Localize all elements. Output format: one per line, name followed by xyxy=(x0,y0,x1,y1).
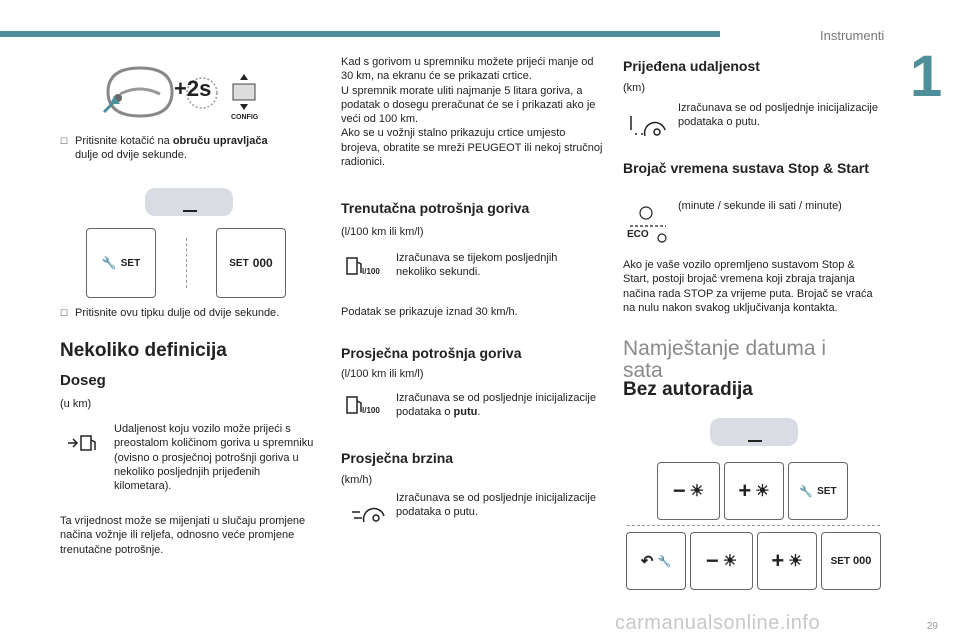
chapter-number: 1 xyxy=(910,44,943,109)
l100-label-2: l/100 xyxy=(362,406,380,415)
avg-speed-desc: Izračunava se od posljednje inicijalizacije podataka o putu. xyxy=(396,492,596,519)
distance-desc: Izračunava se od posljednje inicijalizacije podataka o putu. xyxy=(678,102,878,129)
minus-icon-2: − xyxy=(705,548,719,573)
set-000-button[interactable] xyxy=(216,228,286,298)
set-label-3: SET xyxy=(817,485,837,497)
plus-brightness-button-2[interactable] xyxy=(757,532,817,590)
brightness-icon-2: ☀ xyxy=(755,483,770,500)
display-screen xyxy=(145,188,233,216)
brightness-icon: ☀ xyxy=(689,483,705,500)
divider-2 xyxy=(627,525,880,526)
divider xyxy=(186,238,187,288)
range-intro: Kad s gorivom u spremniku možete prijeći manje od 30 km, na ekranu će se prikazati crtice. U spremnik morate uliti najmanje 5 litara goriva, a podatak o dosegu preračunat će se i prikazati ako je veći od 100 km. Ako se u vožnji stalno prikazuju crtice umjesto brojeva, obratite se mreži PEUGEOT ili nekoj stručnoj radionici. xyxy=(341,56,603,169)
eco-label: ECO xyxy=(627,229,649,240)
current-consumption-note: Podatak se prikazuje iznad 30 km/h. xyxy=(341,306,518,318)
fuel-pump-icon xyxy=(344,255,364,277)
stopstart-unit: (minute / sekunde ili sati / minute) xyxy=(678,200,842,212)
avg-consumption-title: Prosječna potrošnja goriva xyxy=(341,345,522,361)
step2-text: ☐ Pritisnite ovu tipku dulje od dvije sekunde. xyxy=(60,306,335,320)
current-consumption-unit: (l/100 km ili km/l) xyxy=(341,226,424,238)
header-bar xyxy=(0,31,720,37)
set-wrench-button-2[interactable] xyxy=(788,462,848,520)
stopstart-desc: Ako je vaše vozilo opremljeno sustavom Stop & Start, postoji brojač vremena koji zbraja trajanja načina rada STOP za vrijeme puta. Brojač se vraća na nulu nakon svakog uključivanja kontakta. xyxy=(623,259,873,314)
plus-icon: + xyxy=(738,478,752,503)
minus-brightness-button[interactable] xyxy=(657,462,720,520)
avg-speed-unit: (km/h) xyxy=(341,474,373,486)
doseg-unit: (u km) xyxy=(60,398,92,410)
speedometer-icon xyxy=(350,502,390,526)
section-title: Instrumenti xyxy=(820,28,885,43)
current-consumption-title: Trenutačna potrošnja goriva xyxy=(341,200,530,216)
distance-title: Prijeđena udaljenost xyxy=(623,58,760,74)
wrench-icon: 🔧 xyxy=(101,256,117,270)
brightness-icon-3: ☀ xyxy=(722,553,738,570)
definitions-title: Nekoliko definicija xyxy=(60,340,227,361)
step1-text-pre: Pritisnite kotačić na xyxy=(75,135,173,147)
current-consumption-desc: Izračunava se tijekom posljednjih nekoliko sekundi. xyxy=(396,252,558,279)
doseg-desc: Udaljenost koju vozilo može prijeći s preostalom količinom goriva u spremniku (ovisno o prosječnoj potrošnji goriva u nekoliko posljednjih prijeđenih kilometara). xyxy=(114,423,314,493)
distance-unit: (km) xyxy=(623,82,645,94)
doseg-note: Ta vrijednost može se mijenjati u slučaju promjene načina vožnje ili reljefa, odnosno veće promjene trenutačne potrošnje. xyxy=(60,515,306,556)
fuel-pump-icon-2 xyxy=(344,394,364,416)
set-wrench-button[interactable] xyxy=(86,228,156,298)
no-radio-title: Bez autoradija xyxy=(623,379,753,400)
l100-label: l/100 xyxy=(362,267,380,276)
range-icon xyxy=(66,432,98,454)
step1-text xyxy=(60,134,325,163)
step1-text-post: dulje od dvije sekunde. xyxy=(75,149,187,162)
minus-icon: − xyxy=(672,478,686,503)
brightness-icon-4: ☀ xyxy=(788,553,803,570)
watermark: carmanualsonline.info xyxy=(615,612,821,634)
wrench-icon-3: 🔧 xyxy=(657,555,672,568)
config-label: CONFIG xyxy=(231,114,259,121)
badge-2s: +2s xyxy=(174,76,212,101)
distance-icon xyxy=(627,112,669,140)
back-arrow-icon: ↶ xyxy=(640,553,654,570)
set-value-2: 000 xyxy=(853,555,872,567)
avg-consumption-unit: (l/100 km ili km/l) xyxy=(341,368,424,380)
avg-desc-pre: Izračunava se od posljednje inicijalizacije podataka o xyxy=(396,392,596,419)
display-screen-2 xyxy=(710,418,798,446)
step1-text-bold: obruču upravljača xyxy=(172,135,268,147)
avg-speed-title: Prosječna brzina xyxy=(341,450,454,466)
plus-icon-2: + xyxy=(771,548,785,573)
date-time-title: Namještanje datuma i sata xyxy=(623,337,827,382)
set-value: 000 xyxy=(252,256,273,270)
avg-desc-post: . xyxy=(477,406,481,419)
page-number: 29 xyxy=(926,621,938,632)
avg-desc-bold: putu xyxy=(453,406,478,419)
set-000-button-2[interactable] xyxy=(821,532,881,590)
set-label: SET xyxy=(120,257,141,269)
avg-consumption-desc xyxy=(396,391,596,420)
back-wrench-button[interactable] xyxy=(626,532,686,590)
minus-brightness-button-2[interactable] xyxy=(690,532,753,590)
wrench-icon-2: 🔧 xyxy=(799,485,814,498)
stopstart-title: Brojač vremena sustava Stop & Start xyxy=(623,160,869,176)
set-label-4: SET xyxy=(830,555,851,567)
plus-brightness-button[interactable] xyxy=(724,462,784,520)
doseg-title: Doseg xyxy=(60,372,106,389)
set-label-2: SET xyxy=(229,257,249,269)
